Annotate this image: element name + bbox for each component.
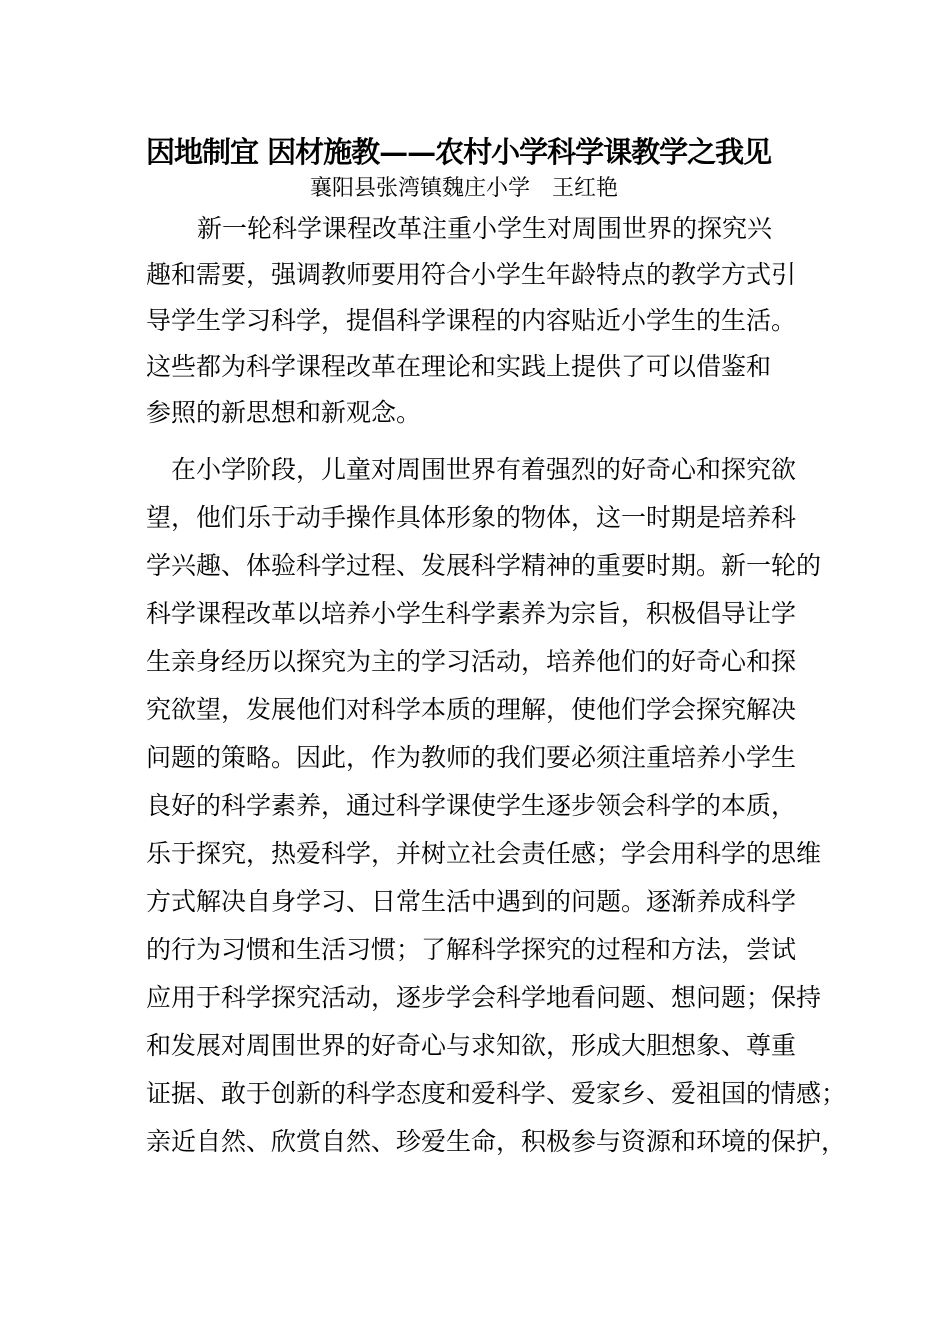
author-byline: 襄阳县张湾镇魏庄小学 王红艳 <box>310 176 619 201</box>
paragraph-2-line: 应用于科学探究活动，逐步学会科学地看问题、想问题；保持 <box>146 983 822 1012</box>
paragraph-2-line: 方式解决自身学习、日常生活中遇到的问题。逐渐养成科学 <box>146 887 797 916</box>
paragraph-2-line: 乐于探究，热爱科学，并树立社会责任感；学会用科学的思维 <box>146 839 822 868</box>
paragraph-1-line: 导学生学习科学，提倡科学课程的内容贴近小学生的生活。 <box>146 306 797 335</box>
paragraph-2-line: 望，他们乐于动手操作具体形象的物体，这一时期是培养科 <box>146 503 797 532</box>
paragraph-2-line: 学兴趣、体验科学过程、发展科学精神的重要时期。新一轮的 <box>146 551 822 580</box>
paragraph-2-line: 生亲身经历以探究为主的学习活动，培养他们的好奇心和探 <box>146 647 797 676</box>
paragraph-2-line: 问题的策略。因此，作为教师的我们要必须注重培养小学生 <box>146 743 797 772</box>
paragraph-1-line: 趣和需要，强调教师要用符合小学生年龄特点的教学方式引 <box>146 260 797 289</box>
paragraph-1-line: 新一轮科学课程改革注重小学生对周围世界的探究兴 <box>197 214 773 243</box>
paragraph-2-line: 证据、敢于创新的科学态度和爱科学、爱家乡、爱祖国的情感； <box>146 1079 847 1108</box>
paragraph-2-line: 科学课程改革以培养小学生科学素养为宗旨，积极倡导让学 <box>146 599 797 628</box>
paragraph-2-line: 究欲望，发展他们对科学本质的理解，使他们学会探究解决 <box>146 695 797 724</box>
paragraph-2-line: 亲近自然、欣赏自然、珍爱生命，积极参与资源和环境的保护， <box>146 1127 847 1156</box>
paragraph-2-line: 的行为习惯和生活习惯；了解科学探究的过程和方法，尝试 <box>146 935 797 964</box>
document-title: 因地制宜 因材施教——农村小学科学课教学之我见 <box>146 135 772 169</box>
paragraph-2-line: 在小学阶段，儿童对周围世界有着强烈的好奇心和探究欲 <box>171 455 797 484</box>
paragraph-2-line: 和发展对周围世界的好奇心与求知欲，形成大胆想象、尊重 <box>146 1031 797 1060</box>
paragraph-1-line: 这些都为科学课程改革在理论和实践上提供了可以借鉴和 <box>146 352 772 381</box>
paragraph-1-line: 参照的新思想和新观念。 <box>146 398 422 427</box>
paragraph-2-line: 良好的科学素养，通过科学课使学生逐步领会科学的本质， <box>146 791 797 820</box>
